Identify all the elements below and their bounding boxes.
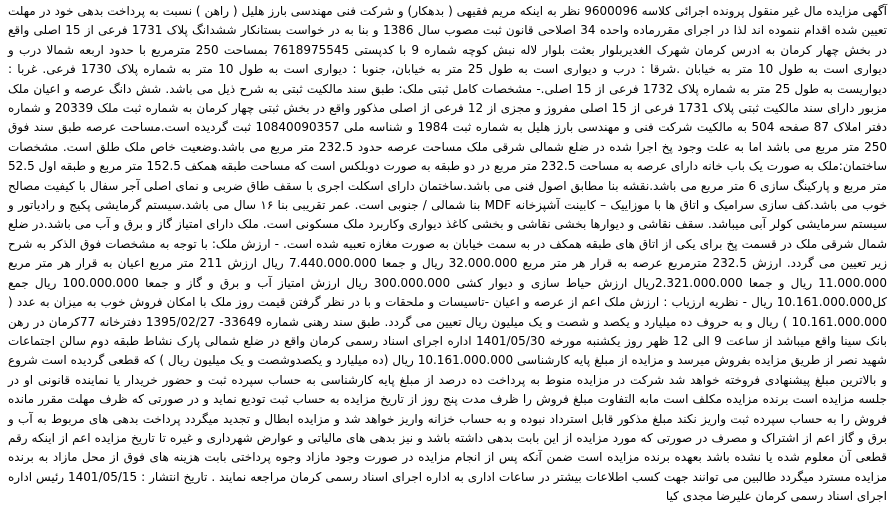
auction-notice-text: آگهی مزایده مال غیر منقول پرونده اجرائی کلاسه 9600096 نظر به اینکه مریم فقیهی ( بدهکار) و شرکت فنی مهندسی بارز هلیل ( راهن ) نسبت به پرداخت بدهی خود در مهلت تعیین شده اقدام ننموده اند لذا در اجرای مقررماده واحده 34 اصلاحی قانون ثبت مصوب سال 1386 و بنا به در خواست بستانکار ششدانگ پلاک 1731 فرعی از 15 اصلی واقع در بخش چهار کرمان به ادرس کرمان شهرک الغدیربلوار بعثت بلوار لاله نبش کوچه شماره 9 با کدپستی 7618975545 بمساحت 250 مترمربع با حدود اربعه شمالا درب و دیوارى است به طول 10 متر به خیابان .شرقا : درب و دیواری است به طول 25 متر به خیابان، جنوبا : دیواری است به طول 10 متر به شماره پلاک 1730 فرعی. غربا : دیواریست به طول 25 متر به شماره پلاک 1732 فرعی از 15 اصلی.- مشخصات کامل ثبتی ملک: طبق سند مالکیت ثبتی به شرح ذیل می باشد. شش دانگ عرصه و اعیان ملک مزبور دارای سند مالکیت ثبتی پلاک 1731 فرعی از 15 اصلی مفروز و مجزی از 12 فرعی از اصلی مذکور واقع در بخش ثبتی چهار کرمان به شماره ثبت ملک 20339 و شماره دفتر املاک 87 صفحه 504 به مالکیت شرکت فنی و مهندسی بارز هلیل به شماره ثبت 1984 و شناسه ملی 10840090357 ثبت گردیده است.مساحت عرصه طبق سند فوق 250 متر مربع می باشد اما به علت وجود پخ اجرا شده در ضلع شمالی شرقی ملک مساحت عرصه حدود 232.5 متر مربع می باشد.وضعیت خاص ملک طلق است. مشخصات ساختمان:ملک به صورت یک باب خانه دارای عرصه به مساحت 232.5 متر مربع در دو طبقه به صورت دوبلکس است که مساحت طبقه همکف 152.5 متر مربع و طبقه اول 52.5 متر مربع و پارکینگ سازی 6 متر مربع می باشد.نقشه بنا مطابق اصول فنی می باشد.ساختمان دارای اسکلت اجری با سقف طاق ضربی و نمای اصلی آجر سفال با کیفیت مصالح خوب می باشد.کف سازی سرامیک و اتاق ها با موزاییک – کابینت آشپزخانه MDF بنا شمالی / جنوبی است. عمر تقریبی بنا ۱۶ سال می باشد.سیستم گرمایشی پکیج و رادیاتور و سیستم سرمایشی کولر آبی میباشد. سقف نقاشی و دیوارها بخشی نقاشی و بخشی کاغذ دیواری وکاربرد ملک مسکونی است. ملک دارای امتیاز گاز و برق و آب می باشد.در ضلع شمال شرقی ملک در قسمت پخ برای یکی از اتاق های طبقه همکف در به سمت خیابان به صورت مغازه تعبیه شده است. - ارزش ملک: با توجه به مشخصات فوق الذکر به شرح زیر تعیین می گردد. ارزش 232.5 مترمربع عرصه به قرار هر متر مربع 32.000.000 ریال و جمعا 7.440.000.000 ریال ارزش 211 متر مربع اعیان به قرار هر متر مربع 11.000.000 ریال و جمعا 2.321.000.000ریال ارزش حیاط سازی و دیوار کشی 300.000.000 ریال ارزش امتیاز آب و برق و گاز و جمعا 100.000.000 ریال جمع کل10.161.000.000 ریال - نظریه ارزیاب : ارزش ملک اعم از عرصه و اعیان -تاسیسات و ملحقات و با در نظر گرفتن قیمت روز ملک با امکان فروش خوب به میزان به عدد ( 10.161.000.000 ) ریال و به حروف ده میلیارد و یکصد و شصت و یک میلیون ریال تعیین می گردد. طبق سند رهنی شماره 33649- 1395/02/27 دفترخانه 77کرمان در رهن بانک سینا واقع میباشد از ساعت 9 الی 12 ظهر روز یکشنبه مورخه 1401/05/30 اداره اجرای اسناد رسمی کرمان واقع در ضلع شمالی پارک نشاط طبقه دوم سالن اجتماعات شهید نصر از طریق مزایده بفروش میرسد و مزایده از مبلغ پایه کارشناسی 10.161.000.000 ریال (ده میلیارد و یکصدوشصت و یک میلیون ریال ) که قطعی گردیده است شروع و بالاترین مبلغ پیشنهادی فروخته خواهد شد شرکت در مزایده منوط به پرداخت ده درصد از مبلغ پایه کارشناسی به حساب سپرده ثبت و حضور خریدار یا نماینده قانونی او در جلسه مزایده است برنده مزایده مکلف است مابه التفاوت مبلغ فروش را ظرف مدت پنج روز از تاریخ مزایده به حساب ثبت تودیع نماید و در صورتی که ظرف مهلت مقرر مانده فروش را به حساب سپرده ثبت واریز نکند مبلغ مذکور قابل استرداد نبوده و به حساب خزانه واریز خواهد شد و مزایده ابطال و تجدید میگردد پرداخت بدهی های مربوط به آب و برق و گاز اعم از اشتراک و مصرف در صورتی که مورد مزایده از این بابت بدهی داشته باشد و نیز بدهی های مالیاتی و عوارض شهرداری و غیره تا تاریخ مزایده اعم از اینکه رقم قطعی آن معلوم شده یا نشده باشد بعهده برنده مزایده است ضمن آنکه پس از انجام مزایده در صورت وجود مازاد وجوه پرداختی بابت هزینه های فوق از محل مازاد به برنده مزایده مسترد میگردد طالبین می توانند جهت کسب اطلاعات بیشتر در ساعات اداری به اداره اجرای اسناد رسمی کرمان مراجعه نمایند . تاریخ انتشار : 1401/05/15 رئیس اداره اجرای اسناد رسمی کرمان علیرضا مجدی کیا [8, 4, 888, 504]
